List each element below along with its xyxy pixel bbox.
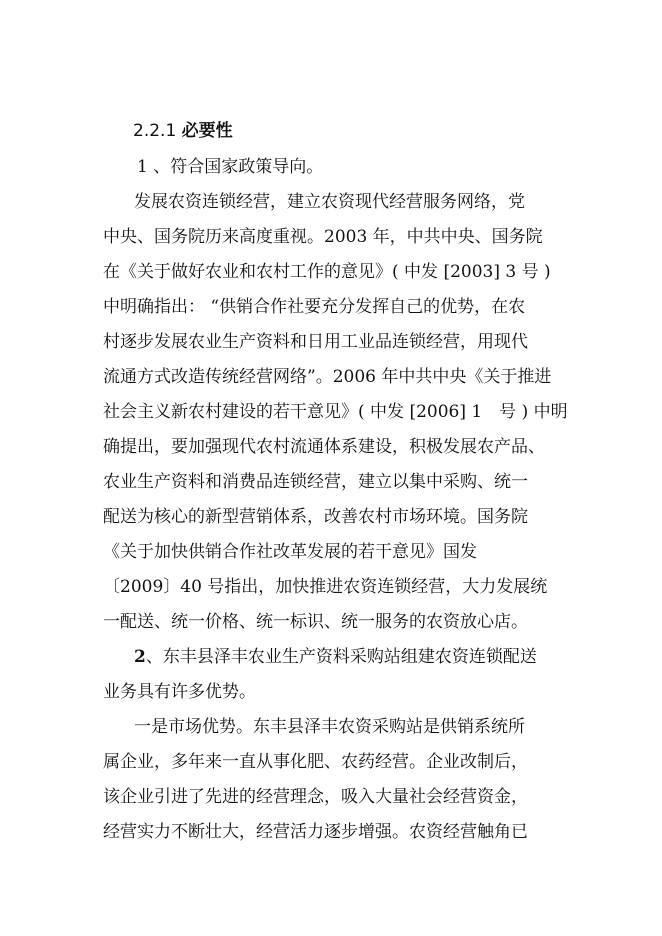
point-two-line [134, 647, 537, 667]
paragraph-line: 在《关于做好农业和农村工作的意见》( 中发 [2003] 3 号 ) [103, 262, 551, 282]
paragraph-line: 配送为核心的新型营销体系，改善农村市场环境。国务院 [103, 507, 528, 527]
section-number: 2.2.1 [133, 121, 177, 141]
section-heading [133, 120, 233, 142]
point-two-continuation: 业务具有许多优势。 [103, 682, 256, 702]
point-two-number: 2 [134, 647, 146, 667]
paragraph-line: 1 、符合国家政策导向。 [137, 157, 324, 177]
paragraph-line: 〔2009〕40 号指出，加快推进农资连锁经营，大力发展统 [103, 577, 548, 597]
paragraph-line: 社会主义新农村建设的若干意见》( 中发 [2006] 1 号 ) 中明 [103, 402, 568, 422]
paragraph-line: 一配送、统一价格、统一标识、统一服务的农资放心店。 [103, 612, 528, 632]
paragraph-line: 一是市场优势。东丰县泽丰农资采购站是供销系统所 [134, 717, 525, 737]
paragraph-line: 流通方式改造传统经营网络”。2006 年中共中央《关于推进 [103, 367, 552, 387]
paragraph-line: 经营实力不断壮大，经营活力逐步增强。农资经营触角已 [103, 822, 528, 842]
paragraph-line: 村逐步发展农业生产资料和日用工业品连锁经营，用现代 [103, 332, 528, 352]
paragraph-line: 属企业，多年来一直从事化肥、农药经营。企业改制后， [103, 752, 528, 772]
section-title: 必要性 [181, 121, 233, 141]
paragraph-line: 农业生产资料和消费品连锁经营，建立以集中采购、统一 [103, 472, 528, 492]
point-two-text: 、东丰县泽丰农业生产资料采购站组建农资连锁配送 [145, 647, 537, 667]
paragraph-line: 发展农资连锁经营，建立农资现代经营服务网络，党 [134, 192, 525, 212]
paragraph-line: 中明确指出： “供销合作社要充分发挥自己的优势，在农 [103, 297, 526, 317]
paragraph-line: 中央、国务院历来高度重视。2003 年，中共中央、国务院 [103, 227, 543, 247]
paragraph-line: 该企业引进了先进的经营理念，吸入大量社会经营资金， [103, 787, 528, 807]
paragraph-line: 确提出，要加强现代农村流通体系建设，积极发展农产品、 [103, 437, 545, 457]
paragraph-line: 《关于加快供销合作社改革发展的若干意见》国发 [103, 542, 477, 562]
